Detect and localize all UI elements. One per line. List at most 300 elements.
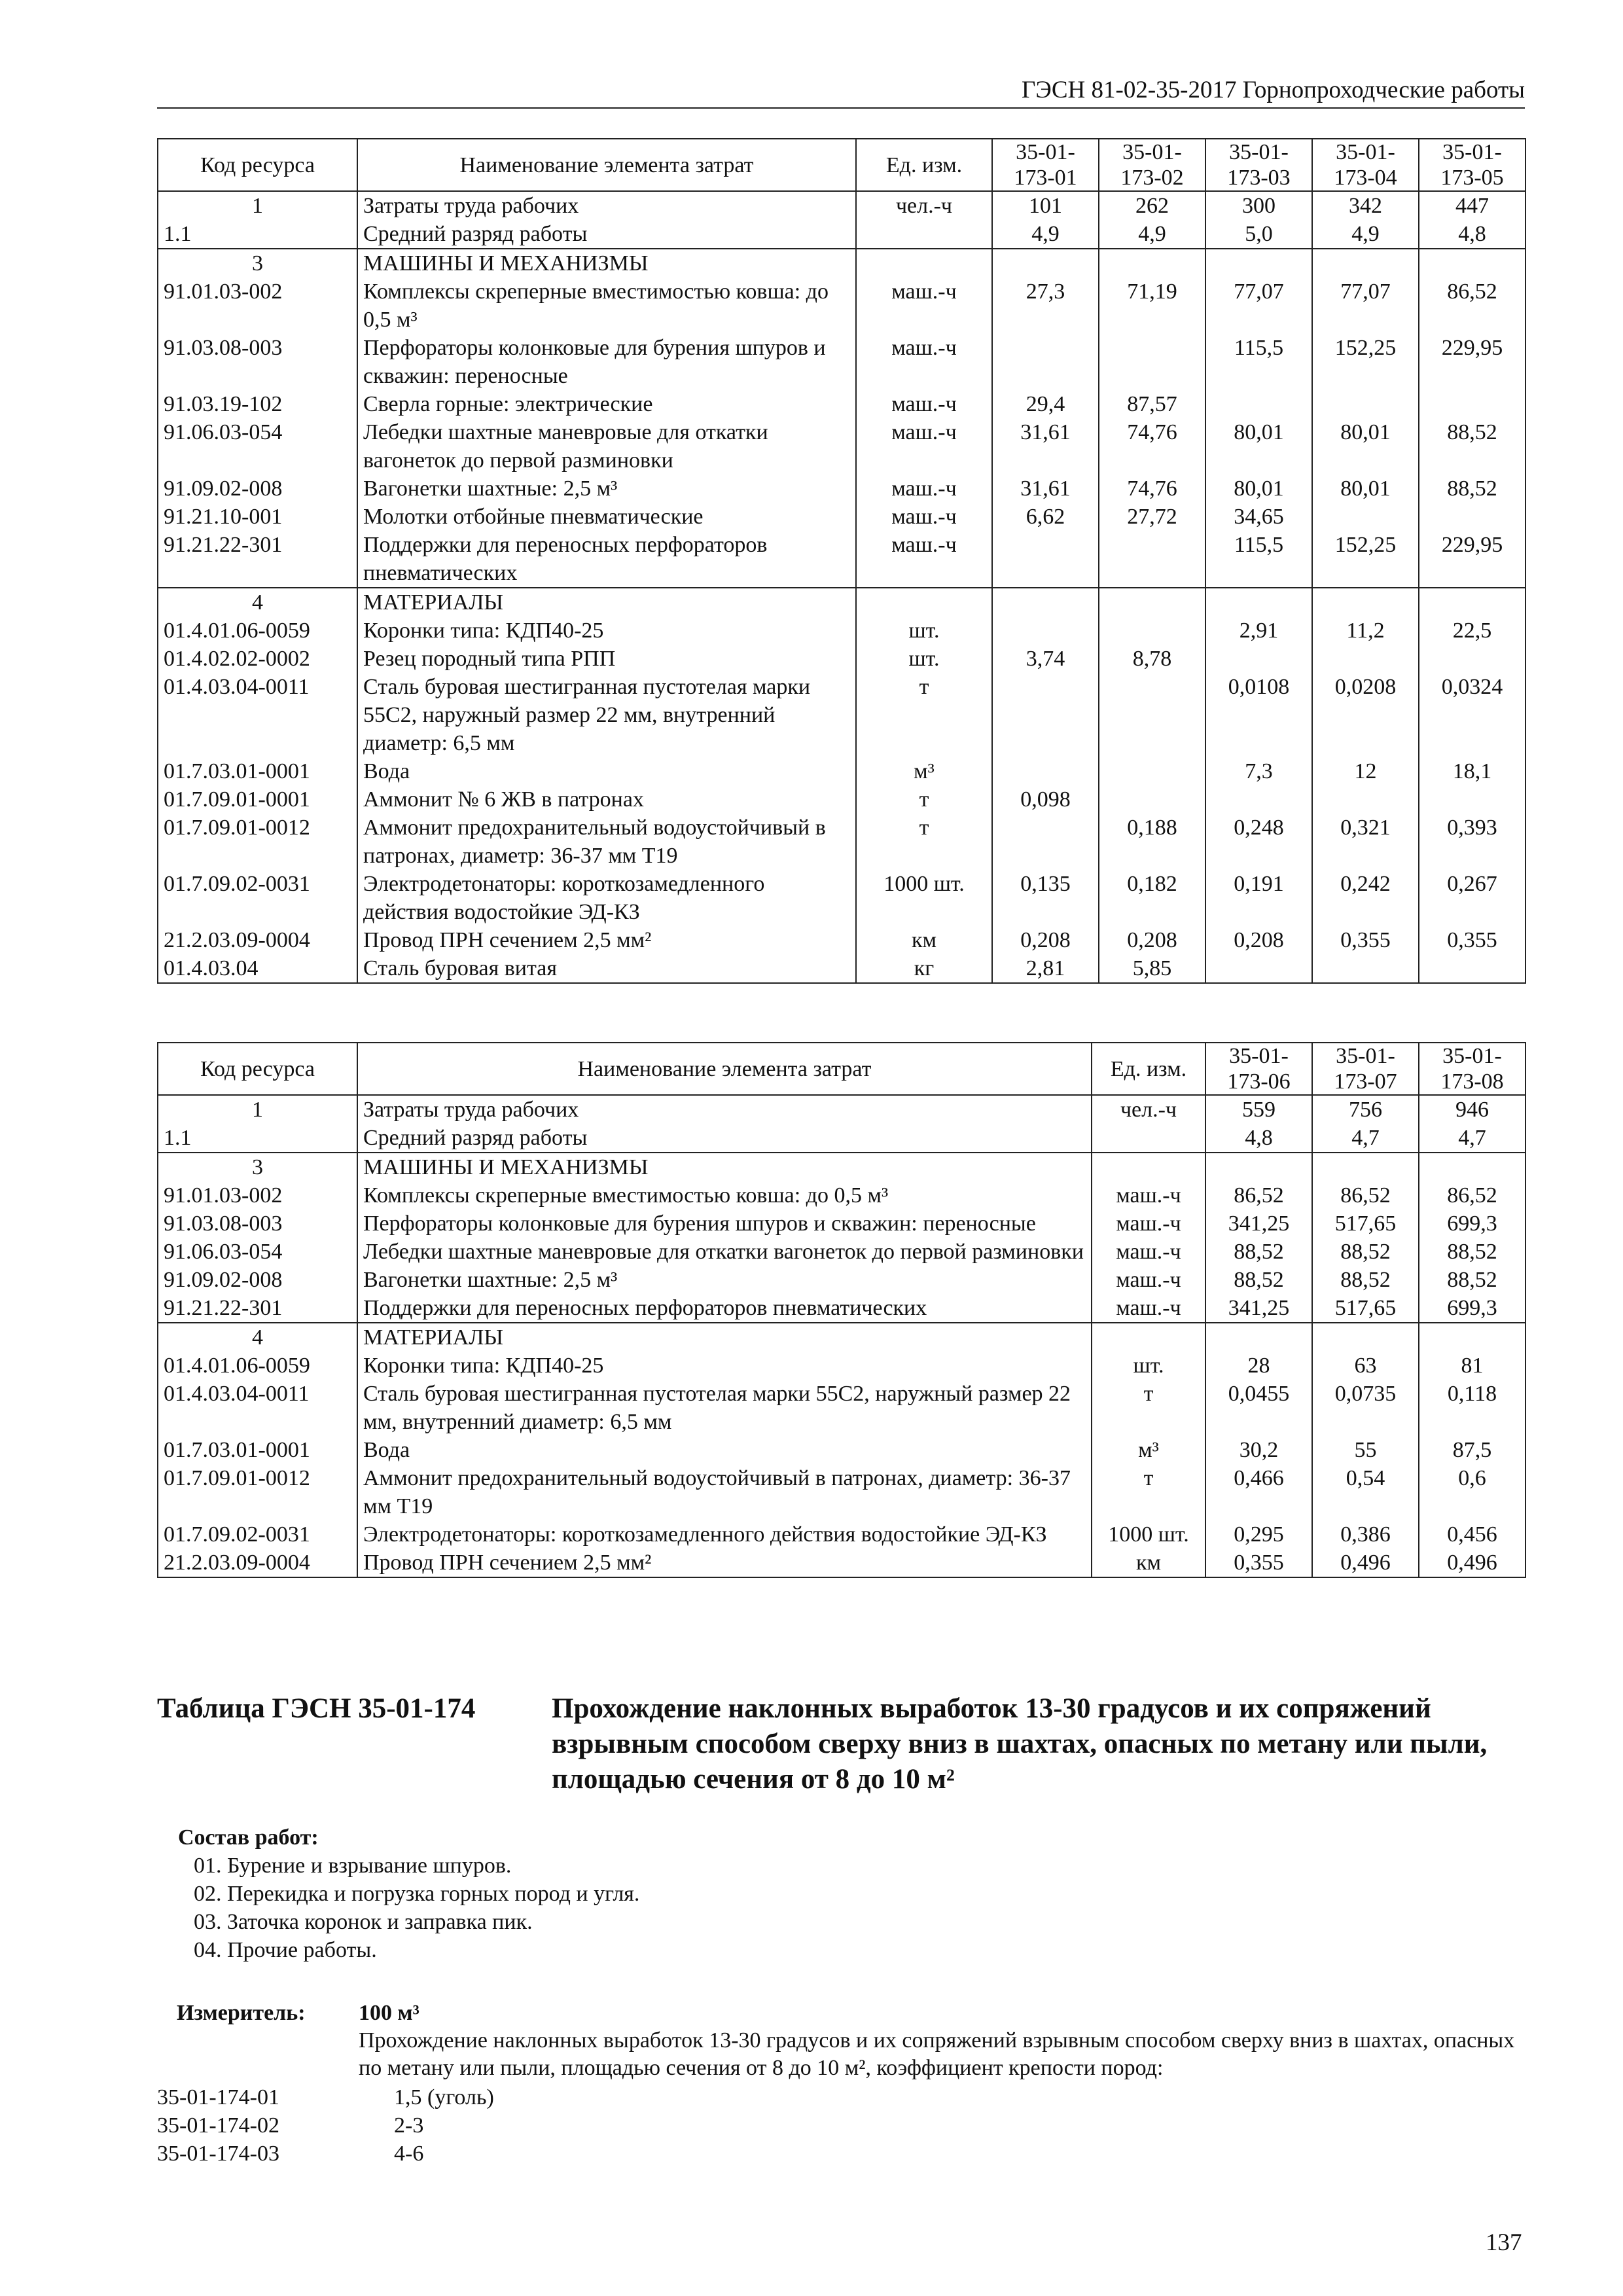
resource-name: Поддержки для переносных перфораторов пневматических <box>357 1294 1092 1323</box>
resource-unit: маш.-ч <box>856 531 992 588</box>
resource-name: Средний разряд работы <box>357 1124 1092 1153</box>
resource-value: 517,65 <box>1312 1294 1419 1323</box>
col-norm-header: 35-01-173-03 <box>1205 139 1312 191</box>
resource-value: 0,386 <box>1312 1520 1419 1549</box>
resource-value: 88,52 <box>1205 1266 1312 1294</box>
resource-code: 01.4.01.06-0059 <box>158 617 357 645</box>
table-body <box>158 1095 1525 1577</box>
resource-value <box>992 334 1099 390</box>
col-norm-header: 35-01-173-05 <box>1419 139 1525 191</box>
resource-unit <box>1092 1153 1205 1181</box>
resource-value <box>1205 1153 1312 1181</box>
norm-code: 35-01-174-01 <box>157 2085 279 2109</box>
resource-code: 3 <box>158 1153 357 1181</box>
resource-value: 80,01 <box>1312 418 1419 475</box>
resource-value: 0,0455 <box>1205 1380 1312 1436</box>
resource-value: 229,95 <box>1419 531 1525 588</box>
resource-value: 0,242 <box>1312 870 1419 926</box>
resource-value <box>1312 645 1419 673</box>
resource-name: Затраты труда рабочих <box>357 1095 1092 1124</box>
resource-value: 29,4 <box>992 390 1099 418</box>
resource-code: 01.4.03.04-0011 <box>158 1380 357 1436</box>
table-row <box>158 531 1525 588</box>
table-row <box>158 503 1525 531</box>
norm-value: 4-6 <box>394 2142 424 2166</box>
resource-value <box>992 814 1099 870</box>
resource-name: Комплексы скреперные вместимостью ковша: до 0,5 м³ <box>357 1181 1092 1210</box>
resource-value: 6,62 <box>992 503 1099 531</box>
resource-code: 91.06.03-054 <box>158 1238 357 1266</box>
resource-code: 91.01.03-002 <box>158 1181 357 1210</box>
resource-value <box>1099 249 1205 278</box>
resource-value: 0,295 <box>1205 1520 1312 1549</box>
resource-value: 946 <box>1419 1095 1525 1124</box>
resource-value: 699,3 <box>1419 1210 1525 1238</box>
resource-value: 4,8 <box>1419 220 1525 249</box>
resource-value <box>1419 249 1525 278</box>
resource-name: МАТЕРИАЛЫ <box>357 1323 1092 1352</box>
resource-value: 4,8 <box>1205 1124 1312 1153</box>
resource-code: 91.03.08-003 <box>158 1210 357 1238</box>
resource-value <box>1099 334 1205 390</box>
resource-value <box>1419 1323 1525 1352</box>
resource-value: 2,91 <box>1205 617 1312 645</box>
resource-value: 28 <box>1205 1352 1312 1380</box>
resource-value <box>1419 785 1525 814</box>
resource-code: 01.7.09.01-0012 <box>158 814 357 870</box>
resource-value: 88,52 <box>1419 418 1525 475</box>
resource-code: 01.4.03.04 <box>158 954 357 983</box>
resource-value: 88,52 <box>1419 1266 1525 1294</box>
resource-value: 699,3 <box>1419 1294 1525 1323</box>
resource-value <box>1205 645 1312 673</box>
resource-value: 74,76 <box>1099 475 1205 503</box>
col-norm-header: 35-01-173-06 <box>1205 1043 1312 1095</box>
resource-value <box>992 531 1099 588</box>
resource-table-2 <box>157 1042 1526 1578</box>
resource-value: 88,52 <box>1312 1238 1419 1266</box>
resource-unit <box>1092 1323 1205 1352</box>
resource-unit <box>856 220 992 249</box>
resource-value: 0,496 <box>1312 1549 1419 1577</box>
table-row <box>158 1464 1525 1520</box>
norm-code-row <box>157 2111 494 2140</box>
composition-item: 04. Прочие работы. <box>194 1938 377 1962</box>
resource-value: 5,0 <box>1205 220 1312 249</box>
resource-code: 91.06.03-054 <box>158 418 357 475</box>
table-row <box>158 814 1525 870</box>
resource-table-1 <box>157 138 1526 984</box>
table-row <box>158 1436 1525 1464</box>
col-name-header: Наименование элемента затрат <box>357 139 856 191</box>
resource-code: 01.7.09.02-0031 <box>158 870 357 926</box>
resource-name: Электродетонаторы: короткозамедленного действия водостойкие ЭД-КЗ <box>357 870 856 926</box>
resource-value <box>1419 954 1525 983</box>
resource-value: 0,118 <box>1419 1380 1525 1436</box>
resource-value: 0,0324 <box>1419 673 1525 757</box>
resource-unit: км <box>856 926 992 954</box>
resource-unit <box>1092 1124 1205 1153</box>
resource-value <box>992 249 1099 278</box>
norm-value: 1,5 (уголь) <box>394 2085 494 2109</box>
resource-name: Вода <box>357 1436 1092 1464</box>
col-code-header: Код ресурса <box>158 1043 357 1095</box>
resource-unit: шт. <box>856 645 992 673</box>
resource-value: 341,25 <box>1205 1210 1312 1238</box>
resource-value: 22,5 <box>1419 617 1525 645</box>
resource-code: 1 <box>158 1095 357 1124</box>
resource-unit: м³ <box>1092 1436 1205 1464</box>
resource-value: 0,466 <box>1205 1464 1312 1520</box>
resource-value: 341,25 <box>1205 1294 1312 1323</box>
resource-unit: шт. <box>856 617 992 645</box>
resource-name: Резец породный типа РПП <box>357 645 856 673</box>
col-name-header: Наименование элемента затрат <box>357 1043 1092 1095</box>
table-row <box>158 954 1525 983</box>
resource-unit <box>856 249 992 278</box>
resource-value: 0,355 <box>1419 926 1525 954</box>
table-row <box>158 1266 1525 1294</box>
table-row <box>158 870 1525 926</box>
resource-value: 115,5 <box>1205 334 1312 390</box>
resource-value: 0,135 <box>992 870 1099 926</box>
resource-value: 80,01 <box>1312 475 1419 503</box>
resource-value <box>1205 390 1312 418</box>
resource-value: 88,52 <box>1205 1238 1312 1266</box>
resource-code: 01.4.01.06-0059 <box>158 1352 357 1380</box>
resource-value <box>1099 588 1205 617</box>
resource-value <box>1419 645 1525 673</box>
table-row <box>158 1520 1525 1549</box>
resource-name: Сталь буровая витая <box>357 954 856 983</box>
resource-value: 87,5 <box>1419 1436 1525 1464</box>
resource-value <box>1312 785 1419 814</box>
resource-unit: кг <box>856 954 992 983</box>
resource-value: 63 <box>1312 1352 1419 1380</box>
col-unit-header: Ед. изм. <box>1092 1043 1205 1095</box>
table-header-row <box>158 1043 1525 1095</box>
resource-value <box>1099 757 1205 785</box>
resource-code: 01.7.09.01-0012 <box>158 1464 357 1520</box>
table-row <box>158 249 1525 278</box>
table-title: Прохождение наклонных выработок 13-30 градусов и их сопряжений взрывным способом сверху вниз в шахтах, опасных по метану или пыли, площадью сечения от 8 до 10 м² <box>552 1693 1488 1795</box>
resource-unit: маш.-ч <box>856 475 992 503</box>
resource-value: 0,355 <box>1205 1549 1312 1577</box>
resource-name: Комплексы скреперные вместимостью ковша: до 0,5 м³ <box>357 278 856 334</box>
resource-code: 91.09.02-008 <box>158 1266 357 1294</box>
resource-value: 0,267 <box>1419 870 1525 926</box>
composition-item: 01. Бурение и взрывание шпуров. <box>194 1854 512 1878</box>
resource-name: Коронки типа: КДП40-25 <box>357 617 856 645</box>
table-row <box>158 1549 1525 1577</box>
resource-code: 91.03.19-102 <box>158 390 357 418</box>
resource-value: 30,2 <box>1205 1436 1312 1464</box>
resource-code: 4 <box>158 1323 357 1352</box>
resource-value: 8,78 <box>1099 645 1205 673</box>
resource-value <box>1312 249 1419 278</box>
work-composition <box>178 1823 639 1964</box>
resource-code: 3 <box>158 249 357 278</box>
resource-code: 01.7.09.02-0031 <box>158 1520 357 1549</box>
resource-value: 77,07 <box>1205 278 1312 334</box>
resource-code: 01.7.09.01-0001 <box>158 785 357 814</box>
resource-value: 101 <box>992 191 1099 220</box>
resource-unit: 1000 шт. <box>1092 1520 1205 1549</box>
resource-unit: маш.-ч <box>856 418 992 475</box>
resource-value <box>992 757 1099 785</box>
resource-value <box>1099 673 1205 757</box>
resource-value: 0,54 <box>1312 1464 1419 1520</box>
page-header <box>157 77 1525 109</box>
resource-value: 300 <box>1205 191 1312 220</box>
resource-value: 88,52 <box>1419 1238 1525 1266</box>
resource-value: 0,208 <box>992 926 1099 954</box>
table-row <box>158 191 1525 220</box>
resource-value: 87,57 <box>1099 390 1205 418</box>
table-row <box>158 1095 1525 1124</box>
resource-value: 11,2 <box>1312 617 1419 645</box>
resource-code: 1.1 <box>158 1124 357 1153</box>
table-row <box>158 1294 1525 1323</box>
resource-value: 4,7 <box>1419 1124 1525 1153</box>
resource-unit: т <box>856 814 992 870</box>
resource-unit: чел.-ч <box>1092 1095 1205 1124</box>
resource-value: 12 <box>1312 757 1419 785</box>
resource-value: 559 <box>1205 1095 1312 1124</box>
resource-value: 34,65 <box>1205 503 1312 531</box>
resource-unit: маш.-ч <box>1092 1294 1205 1323</box>
resource-code: 01.7.03.01-0001 <box>158 1436 357 1464</box>
resource-code: 21.2.03.09-0004 <box>158 1549 357 1577</box>
table-header-row <box>158 139 1525 191</box>
resource-name: Аммонит № 6 ЖВ в патронах <box>357 785 856 814</box>
resource-code: 4 <box>158 588 357 617</box>
resource-value <box>1419 503 1525 531</box>
resource-code: 91.21.22-301 <box>158 531 357 588</box>
table-row <box>158 757 1525 785</box>
col-norm-header: 35-01-173-07 <box>1312 1043 1419 1095</box>
resource-value: 115,5 <box>1205 531 1312 588</box>
resource-value <box>1312 1153 1419 1181</box>
resource-name: Провод ПРН сечением 2,5 мм² <box>357 926 856 954</box>
resource-unit: км <box>1092 1549 1205 1577</box>
resource-value: 0,496 <box>1419 1549 1525 1577</box>
resource-value <box>1312 954 1419 983</box>
resource-value: 0,321 <box>1312 814 1419 870</box>
resource-value: 2,81 <box>992 954 1099 983</box>
table-row <box>158 617 1525 645</box>
composition-item: 03. Заточка коронок и заправка пик. <box>194 1910 533 1934</box>
resource-value: 0,098 <box>992 785 1099 814</box>
composition-item: 02. Перекидка и погрузка горных пород и угля. <box>194 1882 640 1906</box>
table-row <box>158 785 1525 814</box>
table-row <box>158 475 1525 503</box>
resource-value: 517,65 <box>1312 1210 1419 1238</box>
resource-value <box>1099 617 1205 645</box>
resource-name: МАШИНЫ И МЕХАНИЗМЫ <box>357 1153 1092 1181</box>
resource-value <box>1419 1153 1525 1181</box>
resource-value: 18,1 <box>1419 757 1525 785</box>
composition-header: Состав работ: <box>178 1825 319 1850</box>
resource-unit: маш.-ч <box>1092 1238 1205 1266</box>
resource-value <box>1312 390 1419 418</box>
resource-code: 1 <box>158 191 357 220</box>
resource-value <box>1312 1323 1419 1352</box>
resource-unit: шт. <box>1092 1352 1205 1380</box>
resource-code: 1.1 <box>158 220 357 249</box>
table-row <box>158 1380 1525 1436</box>
resource-name: Лебедки шахтные маневровые для откатки вагонеток до первой разминовки <box>357 418 856 475</box>
resource-name: Коронки типа: КДП40-25 <box>357 1352 1092 1380</box>
col-norm-header: 35-01-173-02 <box>1099 139 1205 191</box>
resource-value <box>992 673 1099 757</box>
resource-value <box>992 588 1099 617</box>
resource-value: 27,72 <box>1099 503 1205 531</box>
resource-value: 74,76 <box>1099 418 1205 475</box>
resource-value: 86,52 <box>1312 1181 1419 1210</box>
norm-code: 35-01-174-03 <box>157 2142 279 2166</box>
table-row <box>158 1124 1525 1153</box>
col-unit-header: Ед. изм. <box>856 139 992 191</box>
resource-name: Вагонетки шахтные: 2,5 м³ <box>357 1266 1092 1294</box>
resource-value: 31,61 <box>992 475 1099 503</box>
table-row <box>158 673 1525 757</box>
resource-name: Вода <box>357 757 856 785</box>
resource-value <box>992 617 1099 645</box>
resource-value: 447 <box>1419 191 1525 220</box>
resource-value: 4,9 <box>1099 220 1205 249</box>
resource-value: 756 <box>1312 1095 1419 1124</box>
table-row <box>158 334 1525 390</box>
resource-value: 0,188 <box>1099 814 1205 870</box>
norm-code: 35-01-174-02 <box>157 2113 279 2138</box>
resource-name: Провод ПРН сечением 2,5 мм² <box>357 1549 1092 1577</box>
resource-code: 01.4.03.04-0011 <box>158 673 357 757</box>
resource-value: 4,9 <box>1312 220 1419 249</box>
resource-name: Перфораторы колонковые для бурения шпуров и скважин: переносные <box>357 334 856 390</box>
resource-value: 0,0208 <box>1312 673 1419 757</box>
table-row <box>158 588 1525 617</box>
resource-value: 80,01 <box>1205 418 1312 475</box>
resource-code: 91.01.03-002 <box>158 278 357 334</box>
resource-unit: т <box>856 785 992 814</box>
table-body <box>158 191 1525 983</box>
resource-value: 7,3 <box>1205 757 1312 785</box>
table-row <box>158 390 1525 418</box>
resource-value: 77,07 <box>1312 278 1419 334</box>
resource-value: 152,25 <box>1312 334 1419 390</box>
resource-value: 0,393 <box>1419 814 1525 870</box>
resource-unit: маш.-ч <box>1092 1181 1205 1210</box>
table-row <box>158 1210 1525 1238</box>
resource-value: 71,19 <box>1099 278 1205 334</box>
norm-code-row <box>157 2083 494 2111</box>
resource-code: 91.21.10-001 <box>158 503 357 531</box>
resource-code: 01.4.02.02-0002 <box>158 645 357 673</box>
table-row <box>158 220 1525 249</box>
resource-name: Электродетонаторы: короткозамедленного действия водостойкие ЭД-КЗ <box>357 1520 1092 1549</box>
col-norm-header: 35-01-173-08 <box>1419 1043 1525 1095</box>
resource-code: 01.7.03.01-0001 <box>158 757 357 785</box>
resource-value: 0,191 <box>1205 870 1312 926</box>
resource-value: 5,85 <box>1099 954 1205 983</box>
resource-value: 0,0735 <box>1312 1380 1419 1436</box>
resource-value: 262 <box>1099 191 1205 220</box>
resource-unit: т <box>856 673 992 757</box>
table-row <box>158 645 1525 673</box>
resource-value: 0,248 <box>1205 814 1312 870</box>
resource-unit <box>856 588 992 617</box>
resource-value <box>1099 531 1205 588</box>
norm-code-row <box>157 2140 494 2168</box>
resource-value: 342 <box>1312 191 1419 220</box>
resource-value <box>1205 954 1312 983</box>
measure-label: Измеритель: <box>177 2001 306 2025</box>
resource-name: Поддержки для переносных перфораторов пневматических <box>357 531 856 588</box>
resource-unit: маш.-ч <box>1092 1266 1205 1294</box>
resource-name: Лебедки шахтные маневровые для откатки вагонеток до первой разминовки <box>357 1238 1092 1266</box>
resource-unit: чел.-ч <box>856 191 992 220</box>
table-row <box>158 278 1525 334</box>
resource-code: 91.03.08-003 <box>158 334 357 390</box>
resource-unit: маш.-ч <box>1092 1210 1205 1238</box>
resource-name: Средний разряд работы <box>357 220 856 249</box>
resource-value: 4,7 <box>1312 1124 1419 1153</box>
resource-name: Сталь буровая шестигранная пустотелая марки 55С2, наружный размер 22 мм, внутренний диаметр: 6,5 мм <box>357 673 856 757</box>
resource-value <box>1205 785 1312 814</box>
table-number: Таблица ГЭСН 35-01-174 <box>157 1693 476 1724</box>
resource-value: 4,9 <box>992 220 1099 249</box>
table-row <box>158 1323 1525 1352</box>
header-title: ГЭСН 81-02-35-2017 Горнопроходческие работы <box>1022 77 1525 103</box>
resource-name: Аммонит предохранительный водоустойчивый в патронах, диаметр: 36-37 мм Т19 <box>357 814 856 870</box>
resource-code: 91.09.02-008 <box>158 475 357 503</box>
resource-name: Молотки отбойные пневматические <box>357 503 856 531</box>
resource-value: 88,52 <box>1419 475 1525 503</box>
resource-unit: маш.-ч <box>856 390 992 418</box>
resource-value: 81 <box>1419 1352 1525 1380</box>
resource-value <box>1099 785 1205 814</box>
resource-value: 86,52 <box>1419 1181 1525 1210</box>
table-row <box>158 926 1525 954</box>
resource-value: 88,52 <box>1312 1266 1419 1294</box>
resource-value: 27,3 <box>992 278 1099 334</box>
resource-value: 229,95 <box>1419 334 1525 390</box>
resource-unit: т <box>1092 1380 1205 1436</box>
resource-code: 21.2.03.09-0004 <box>158 926 357 954</box>
resource-unit: маш.-ч <box>856 334 992 390</box>
resource-name: Сверла горные: электрические <box>357 390 856 418</box>
measure-unit: 100 м³ <box>359 2001 419 2025</box>
resource-value <box>1419 390 1525 418</box>
resource-value: 55 <box>1312 1436 1419 1464</box>
resource-value: 0,208 <box>1205 926 1312 954</box>
resource-value: 31,61 <box>992 418 1099 475</box>
table-row <box>158 1181 1525 1210</box>
resource-value: 152,25 <box>1312 531 1419 588</box>
col-norm-header: 35-01-173-04 <box>1312 139 1419 191</box>
resource-value <box>1312 503 1419 531</box>
resource-value <box>1205 588 1312 617</box>
page-number: 137 <box>1486 2229 1522 2256</box>
resource-unit: т <box>1092 1464 1205 1520</box>
resource-value: 3,74 <box>992 645 1099 673</box>
resource-value <box>1205 249 1312 278</box>
resource-name: МАТЕРИАЛЫ <box>357 588 856 617</box>
table-row <box>158 418 1525 475</box>
resource-value <box>1205 1323 1312 1352</box>
resource-name: Затраты труда рабочих <box>357 191 856 220</box>
